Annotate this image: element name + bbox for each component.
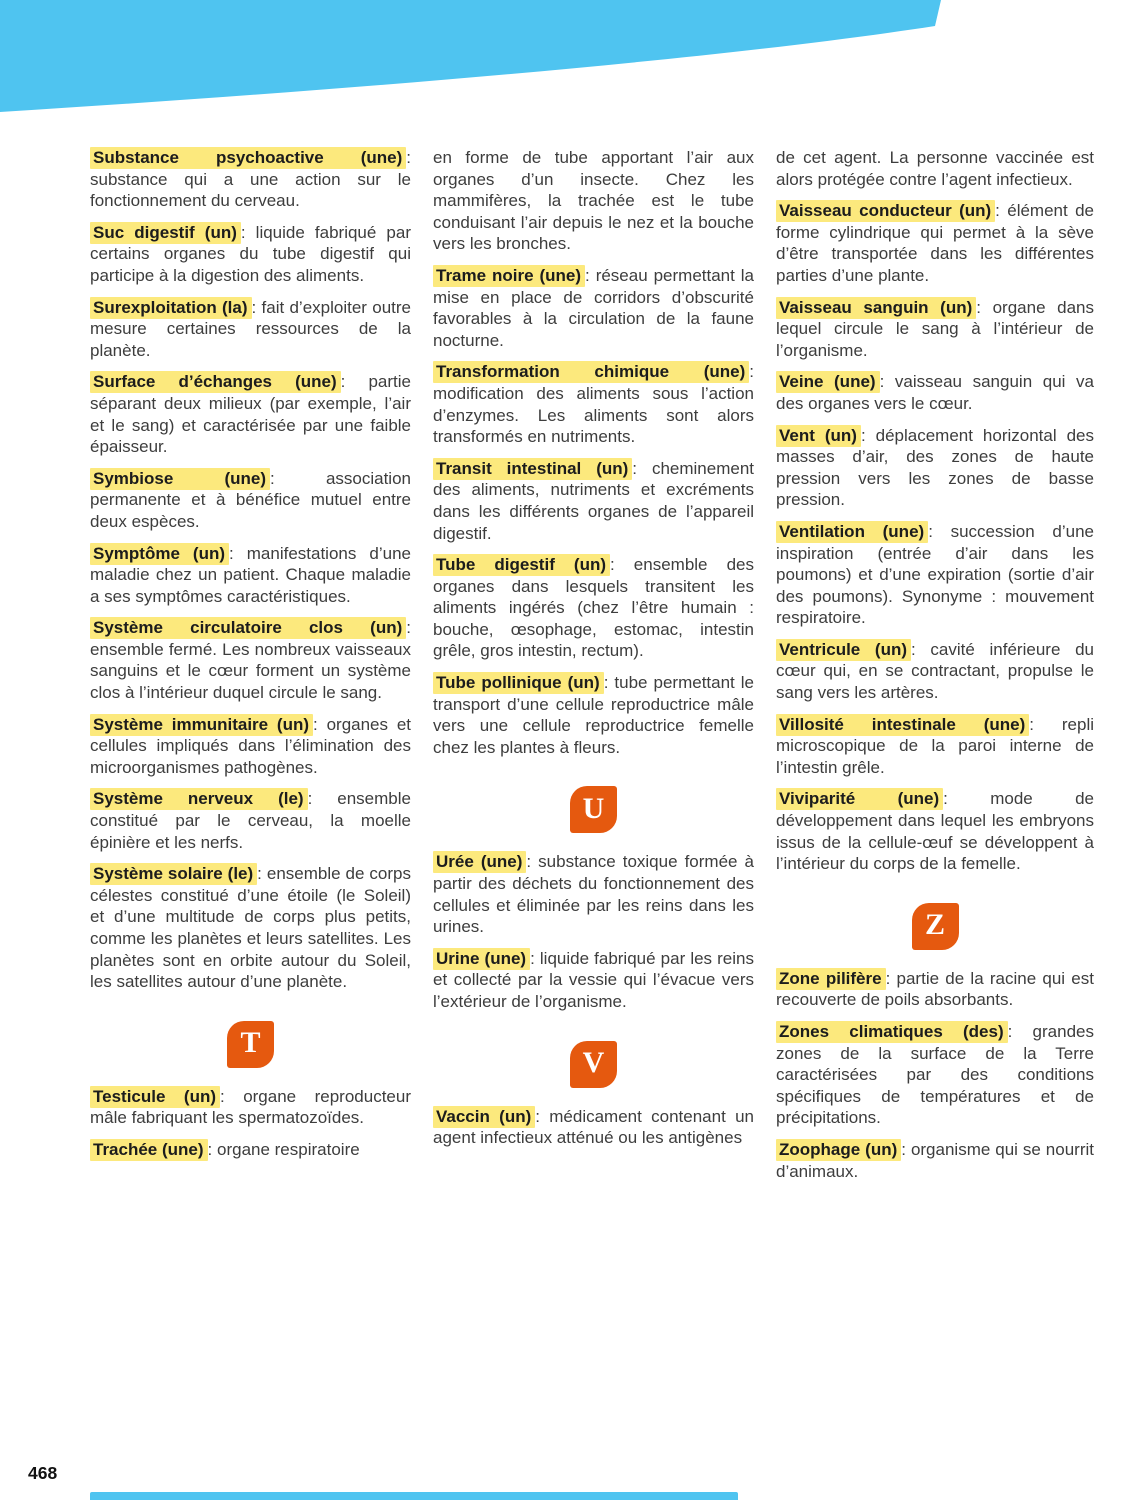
glossary-term: Vaisseau sanguin (un): [776, 297, 976, 319]
section-letter-t: [90, 1021, 411, 1068]
top-band-decoration: [0, 0, 1125, 130]
glossary-entry: Transformation chimique (une) : modification des aliments sous l’action d’enzymes. Les aliments sont alors transformés en nutriments.: [433, 362, 754, 447]
glossary-entry: Veine (une) : vaisseau sanguin qui va des organes vers le cœur.: [776, 372, 1095, 413]
letter-badge: V: [570, 1041, 617, 1088]
letter-badge: U: [570, 786, 617, 833]
glossary-entry: Villosité intestinale (une) : repli microscopique de la paroi interne de l’intestin grêle.: [776, 714, 1094, 777]
glossary-entry: Système circulatoire clos (un) : ensemble fermé. Les nombreux vaisseaux sanguins et le cœur forment un système clos à l’intérieur duquel circule le sang.: [90, 618, 411, 703]
glossary-term: Symbiose (une): [90, 468, 270, 490]
glossary-term: Substance psychoactive (une): [90, 147, 406, 169]
glossary-entry: Urée (une) : substance toxique formée à partir des déchets du fonctionnement des cellules et éliminée par les reins dans les urines.: [433, 852, 755, 937]
bottom-band-decoration: [90, 1492, 738, 1500]
glossary-term: Système nerveux (le): [90, 788, 308, 810]
glossary-term: Suc digestif (un): [90, 222, 241, 244]
glossary-entry: Trachée (une) : organe respiratoire: [90, 1139, 411, 1161]
glossary-entry: Vaisseau conducteur (un) : élément de forme cylindrique qui permet à la sève d’être transportée dans les différentes parties d’une plante.: [776, 201, 1094, 285]
glossary-term: Surexploitation (la): [90, 297, 252, 319]
glossary-entry: Système nerveux (le) : ensemble constitué par le cerveau, la moelle épinière et les nerfs.: [90, 789, 411, 852]
glossary-column-1: [90, 147, 411, 1171]
section-letter-v: [433, 1041, 754, 1088]
glossary-term: Système immunitaire (un): [90, 714, 313, 736]
glossary-entry: Trame noire (une) : réseau permettant la mise en place de corridors d’obscurité favorables à la circulation de la faune nocturne.: [433, 265, 755, 350]
glossary-entry: Viviparité (une) : mode de développement dans lequel les embryons issus de la cellule-œuf se développent à l’intérieur du corps de la femelle.: [776, 789, 1094, 874]
glossary-entry: Système solaire (le) : ensemble de corps célestes constitué d’une étoile (le Soleil) et d’une multitude de corps plus petits, comme les planètes et leurs satellites. Les planètes sont en orbite autour du Soleil, les satellites autour d’une planète.: [90, 864, 411, 992]
glossary-columns: [90, 147, 1093, 1192]
letter-badge: Z: [912, 903, 959, 950]
glossary-term: Zone pilifère: [776, 968, 886, 990]
glossary-entry: Vaisseau sanguin (un) : organe dans lequel circule le sang à l’intérieur de l’organisme.: [776, 297, 1094, 360]
glossary-column-3: [776, 147, 1094, 1192]
glossary-term: Urine (une): [433, 948, 530, 970]
glossary-term: Symptôme (un): [90, 543, 229, 565]
glossary-term: Viviparité (une): [776, 788, 943, 810]
glossary-term: Vaccin (un): [433, 1106, 535, 1128]
glossary-term: Ventilation (une): [776, 521, 928, 543]
glossary-entry: Tube pollinique (un) : tube permettant le transport d’une cellule reproductrice mâle vers une cellule reproductrice femelle chez les plantes à fleurs.: [433, 673, 754, 757]
glossary-entry: Zoophage (un) : organisme qui se nourrit d’animaux.: [776, 1139, 1094, 1181]
glossary-term: Vaisseau conducteur (un): [776, 200, 995, 222]
glossary-term: Tube pollinique (un): [433, 672, 604, 694]
glossary-term: Villosité intestinale (une): [776, 714, 1029, 736]
glossary-term: Trame noire (une): [433, 265, 585, 287]
glossary-entry-continuation: en forme de tube apportant l’air aux organes d’un insecte. Chez les mammifères, la trachée est le tube conduisant l’air depuis le nez et la bouche vers les bronches.: [433, 148, 754, 254]
glossary-entry: Ventilation (une) : succession d’une inspiration (entrée d’air dans les poumons) et d’une expiration (sortie d’air des poumons). Synonyme : mouvement respiratoire.: [776, 521, 1094, 628]
glossary-column-2: [433, 147, 754, 1159]
glossary-entry: Surface d’échanges (une) : partie séparant deux milieux (par exemple, l’air et le sang) et caractérisée par une faible épaisseur.: [90, 372, 411, 457]
glossary-term: Tube digestif (un): [433, 554, 610, 576]
glossary-term: Zones climatiques (des): [776, 1021, 1008, 1043]
glossary-entry: Vent (un) : déplacement horizontal des masses d’air, des zones de haute pression vers les zones de basse pression.: [776, 425, 1095, 510]
glossary-term: Testicule (un): [90, 1086, 220, 1108]
glossary-term: Veine (une): [776, 371, 880, 393]
glossary-term: Trachée (une): [90, 1139, 208, 1161]
glossary-term: Transit intestinal (un): [433, 458, 632, 480]
glossary-entry: Suc digestif (un) : liquide fabriqué par certains organes du tube digestif qui participe à la digestion des aliments.: [90, 222, 411, 285]
glossary-entry-continuation: de cet agent. La personne vaccinée est alors protégée contre l’agent infectieux.: [776, 148, 1094, 189]
section-letter-z: [776, 903, 1094, 950]
section-letter-u: [433, 786, 754, 833]
glossary-entry: Symbiose (une) : association permanente et à bénéfice mutuel entre deux espèces.: [90, 468, 411, 531]
glossary-entry: Surexploitation (la) : fait d’exploiter outre mesure certaines ressources de la planète.: [90, 297, 411, 360]
glossary-term: Système solaire (le): [90, 863, 257, 885]
glossary-entry: Urine (une) : liquide fabriqué par les reins et collecté par la vessie qui l’évacue vers l’extérieur de l’organisme.: [433, 948, 754, 1011]
glossary-term: Transformation chimique (une): [433, 361, 749, 383]
glossary-entry: Vaccin (un) : médicament contenant un agent infectieux atténué ou les antigènes: [433, 1106, 754, 1148]
glossary-entry: Zone pilifère : partie de la racine qui est recouverte de poils absorbants.: [776, 968, 1094, 1010]
glossary-term: Urée (une): [433, 851, 526, 873]
glossary-term: Surface d’échanges (une): [90, 371, 341, 393]
glossary-entry: Zones climatiques (des) : grandes zones de la surface de la Terre caractérisées par des conditions spécifiques de températures et de précipitations.: [776, 1022, 1094, 1128]
glossary-entry: Substance psychoactive (une) : substance qui a une action sur le fonctionnement du cerveau.: [90, 148, 411, 211]
glossary-term: Système circulatoire clos (un): [90, 617, 406, 639]
glossary-entry: Système immunitaire (un) : organes et cellules impliqués dans l’élimination des microorganismes pathogènes.: [90, 714, 412, 777]
glossary-entry: Ventricule (un) : cavité inférieure du cœur qui, en se contractant, propulse le sang vers les artères.: [776, 639, 1094, 703]
glossary-term: Ventricule (un): [776, 639, 911, 661]
glossary-term: Vent (un): [776, 425, 861, 447]
glossary-term: Zoophage (un): [776, 1139, 901, 1161]
glossary-entry: Testicule (un) : organe reproducteur mâle fabriquant les spermatozoïdes.: [90, 1086, 411, 1128]
page-number: 468: [28, 1463, 58, 1483]
glossary-entry: Symptôme (un) : manifestations d’une maladie chez un patient. Chaque maladie a ses symptômes caractéristiques.: [90, 543, 411, 606]
letter-badge: T: [227, 1021, 274, 1068]
glossary-entry: Transit intestinal (un) : cheminement des aliments, nutriments et excréments dans les différents organes de l’appareil digestif.: [433, 458, 754, 543]
glossary-entry: Tube digestif (un) : ensemble des organes dans lesquels transitent les aliments ingérés (chez l’être humain : bouche, œsophage, estomac, intestin grêle, gros intestin, rectum).: [433, 555, 754, 661]
